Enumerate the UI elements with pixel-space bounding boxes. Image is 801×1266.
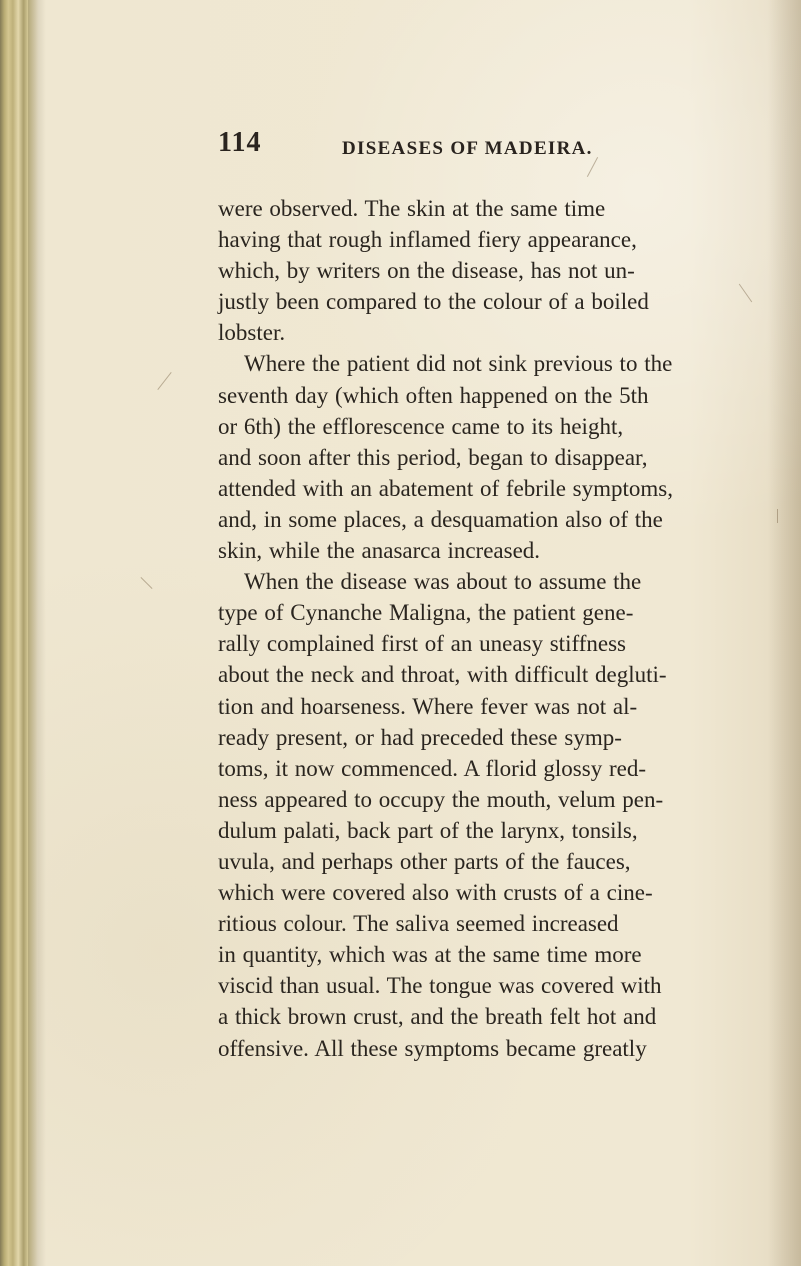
text-line: were observed. The skin at the same time (218, 196, 606, 221)
text-line: rally complained first of an uneasy stiffness (218, 631, 626, 657)
text-line: attended with an abatement of febrile symptoms, (218, 475, 674, 501)
paragraph-first-line: Where the patient did not sink previous to the (244, 351, 673, 377)
text-line: ritious colour. The saliva seemed increased (218, 911, 619, 937)
paper-mark (157, 372, 171, 390)
text-line: lobster. (218, 320, 286, 346)
text-line: a thick brown crust, and the breath felt hot and (218, 1004, 657, 1030)
text-line: about the neck and throat, with difficult degluti- (218, 662, 667, 688)
text-line: having that rough inflamed fiery appearance, (218, 227, 637, 253)
text-line: type of Cynanche Maligna, the patient gene- (218, 600, 634, 626)
right-edge-shadow (767, 0, 801, 1266)
body-text (218, 193, 743, 1064)
text-line: toms, it now commenced. A florid glossy red- (218, 755, 646, 781)
page-number: 114 (218, 127, 262, 158)
text-line: and, in some places, a desquamation also of the (218, 506, 663, 532)
text-line: or 6th) the efflorescence came to its height, (218, 413, 624, 439)
text-line: tion and hoarseness. Where fever was not al- (218, 693, 638, 719)
text-line: which were covered also with crusts of a cine- (218, 880, 653, 906)
text-line: justly been compared to the colour of a boiled (218, 289, 649, 315)
text-line: dulum palati, back part of the larynx, tonsils, (218, 817, 638, 843)
text-line: skin, while the anasarca increased. (218, 538, 541, 564)
text-line: seventh day (which often happened on the 5th (218, 382, 649, 408)
paper-mark (140, 577, 152, 589)
text-line: ness appeared to occupy the mouth, velum pen- (218, 786, 664, 812)
paragraph-first-line: When the disease was about to assume the (244, 569, 642, 595)
text-line: in quantity, which was at the same time more (218, 942, 642, 968)
text-line: which, by writers on the disease, has not un- (218, 258, 635, 284)
text-line: uvula, and perhaps other parts of the fauces, (218, 848, 631, 874)
paper-mark (777, 509, 778, 523)
text-line: ready present, or had preceded these symp- (218, 724, 622, 750)
text-line: offensive. All these symptoms became greatly (218, 1035, 647, 1061)
page-header (218, 127, 633, 168)
binding-shadow (28, 0, 46, 1266)
text-line: viscid than usual. The tongue was covered with (218, 973, 662, 999)
running-head: DISEASES OF MADEIRA. (342, 138, 593, 159)
text-line: and soon after this period, began to disappear, (218, 444, 648, 470)
